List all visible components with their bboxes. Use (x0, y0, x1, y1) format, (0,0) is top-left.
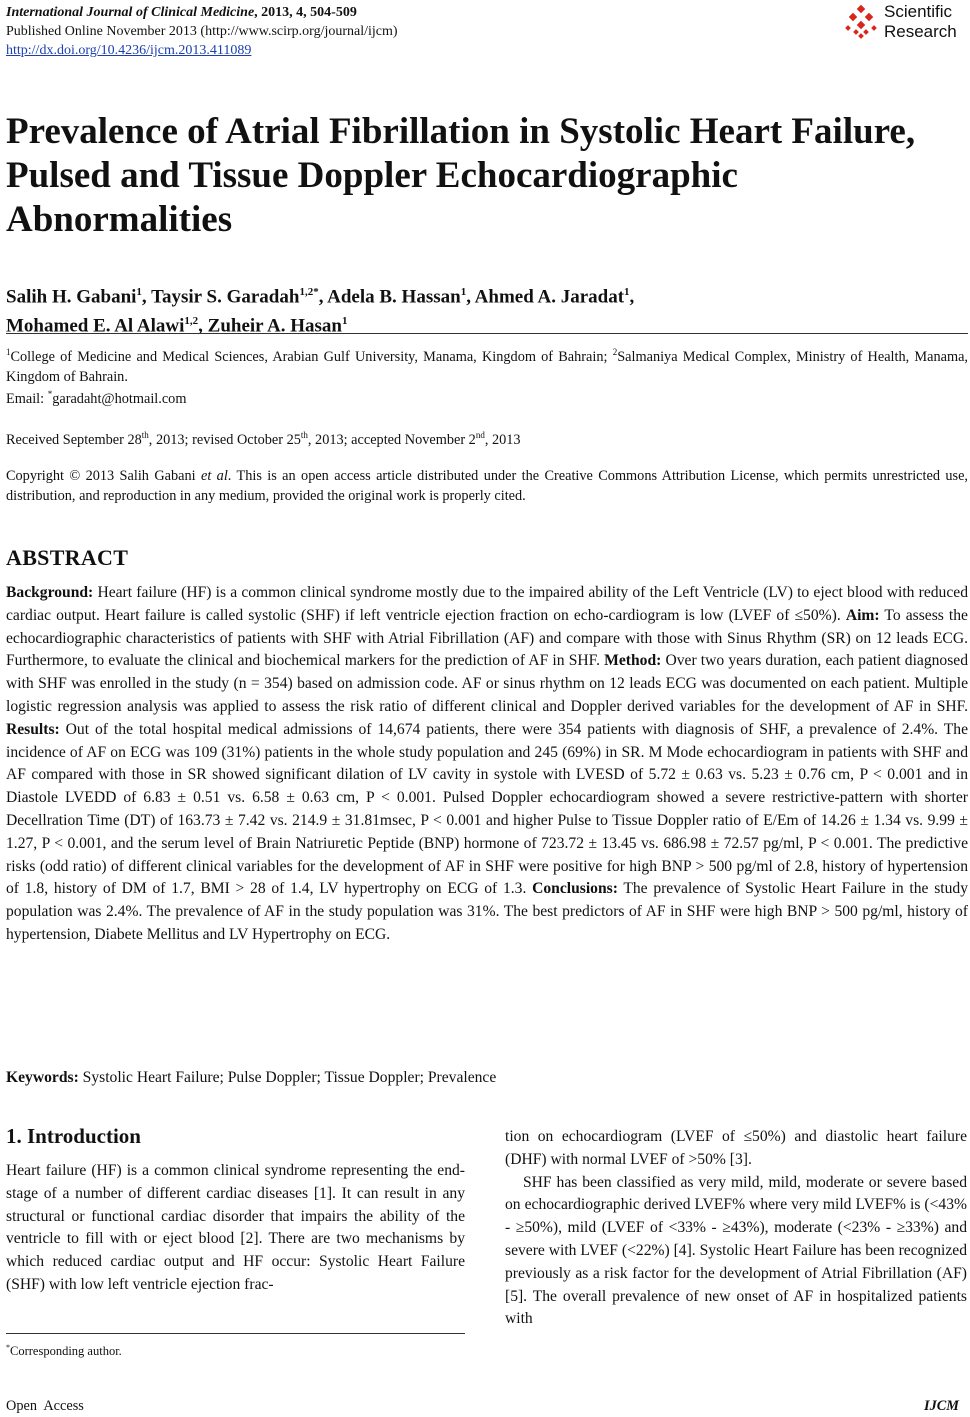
scientific-research-logo-icon (844, 4, 880, 40)
email-label: Email: (6, 390, 48, 407)
abstract-heading: ABSTRACT (6, 545, 129, 570)
email-address[interactable]: garadaht@hotmail.com (52, 390, 187, 407)
journal-header (6, 3, 398, 60)
email-line (6, 384, 968, 409)
author-list (6, 280, 966, 339)
author-affiliation-mark: 1 (624, 286, 630, 298)
body-paragraph: tion on echocardiogram (LVEF of ≤50%) and diastolic heart failure (DHF) with normal LVEF of >50% [3]. (505, 1128, 967, 1168)
journal-volume: , 2013, 4, 504-509 (254, 5, 357, 20)
abstract-body (6, 582, 968, 947)
affiliation-text: Salmaniya Medical Complex, Ministry of Health, Manama, Kingdom of Bahrain. (6, 348, 968, 385)
author-name: , Zuheir A. Hasan (198, 315, 342, 337)
footer-journal-abbrev: IJCM (924, 1398, 959, 1414)
author-affiliation-mark: 1,2 (184, 315, 199, 328)
abstract-label-aim: Aim: (845, 606, 880, 624)
date-suffix: th (141, 430, 149, 440)
keywords-label: Keywords: (6, 1069, 79, 1086)
body-column-left (6, 1160, 465, 1297)
body-paragraph: SHF has been classified as very mild, mild, moderate or severe based on echocardiographic derived LVEF% where very mild LVEF% is (<43% - ≥50%), mild (LVEF of <33% - ≥43%), moderate (<23% - ≥33%) and severe with LVEF (<22%) [4]. Systolic Heart Failure has been recognized previously as a risk factor for the development of Atrial Fibrillation (AF) [5]. The overall prevalence of new onset of AF in hospitalized patients with (505, 1173, 967, 1328)
abstract-label-method: Method: (604, 652, 662, 670)
article-dates (6, 425, 968, 450)
abstract-text: Over two years duration, each patient diagnosed with SHF was enrolled in the study (n = 354) based on admission code. AF or sinus rhythm on 12 leads ECG was documented on each patient. Multiple logistic regression analysis was applied to assess the risk ratio of different clinical and Doppler derived variables for the development of AF in SHF. (6, 652, 968, 715)
abstract-text: Heart failure (HF) is a common clinical syndrome mostly due to the impaired ability of the Left Ventricle (LV) to eject blood with reduced cardiac output. Heart failure is called systolic (SHF) if left ventricle ejection fraction on echo-cardiogram is low (LVEF of ≤50%). (6, 584, 968, 624)
logo-text-line2: Research (884, 22, 957, 41)
accepted-date: , 2013; accepted November 2 (307, 431, 476, 448)
footer-open-access: Open Access (6, 1398, 84, 1414)
author-name: Salih H. Gabani (6, 286, 137, 308)
journal-name: International Journal of Clinical Medicine (6, 5, 255, 20)
abstract-text: Out of the total hospital medical admissions of 14,674 patients, there were 354 patients with diagnosis of SHF, a prevalence of 2.4%. The incidence of AF on ECG was 109 (31%) patients in the whole study population and 245 (69%) in SR. M Mode echocardiogram in patients with SHF and AF compared with those in SR showed significant dilation of LV cavity in systole with LVESD of 5.72 ± 0.63 vs. 5.23 ± 0.76 cm, P < 0.001 and in Diastole LVEDD of 6.83 ± 0.51 vs. 6.58 ± 0.63 cm, P < 0.001. Pulsed Doppler echocardiogram showed a severe restrictive-pattern with shorter Decellration Time (DT) of 163.73 ± 7.42 vs. 214.9 ± 31.81msec, P < 0.001 and higher Pulse to Tissue Doppler ratio of E/Em of 14.26 ± 1.34 vs. 9.99 ± 1.27, P < 0.001, and the serum level of Brain Natriuretic Peptide (BNP) hormone of 723.72 ± 13.45 vs. 686.98 ± 72.57 pg/ml, P < 0.001. The predictive risks (odd ratio) of different clinical variables for the development of AF in SHF were positive for high BNP > 500 pg/ml of 2.8, history of hypertension of 1.8, history of DM of 1.7, BMI > 28 of 1.4, LV hypertrophy on ECG of 1.3. (6, 720, 968, 898)
section-heading: 1. Introduction (6, 1124, 141, 1148)
copyright-etal: et al (200, 468, 228, 484)
abstract-label-background: Background: (6, 584, 94, 601)
doi-link[interactable]: http://dx.doi.org/10.4236/ijcm.2013.411089 (6, 43, 252, 58)
body-paragraph: Heart failure (HF) is a common clinical syndrome representing the end-stage of a number of different cardiac diseases [1]. It can result in any structural or functional cardiac disorder that impairs the ability of the ventricle to fill with or eject blood [2]. There are two mechanisms by which reduced cardiac output and HF occur: Systolic Heart Failure (SHF) with low left ventricle ejection frac- (6, 1162, 465, 1293)
email-mark: * (47, 389, 53, 399)
date-suffix: th (300, 430, 308, 440)
received-date: Received September 28 (6, 431, 142, 448)
abstract-text: To assess the echocardiographic characteristics of patients with SHF with Atrial Fibrillation (AF) and compare with those with Sinus Rhythm (SR) on 12 leads ECG. Furthermore, to evaluate the clinical and biochemical markers for the prediction of AF in SHF. (6, 606, 968, 670)
footnote-text: Corresponding author. (10, 1344, 122, 1359)
date-suffix: nd (475, 430, 485, 440)
author-name: , Ahmed A. Jaradat (466, 286, 625, 308)
author-name: , Taysir S. Garadah (141, 286, 300, 308)
logo-text-line1: Scientific (884, 2, 953, 21)
revised-date: , 2013; revised October 25 (148, 431, 301, 448)
body-column-right (505, 1126, 967, 1331)
footnote-divider (6, 1333, 465, 1334)
affiliation-mark: 1 (6, 347, 11, 357)
copyright-text: Copyright © 2013 Salih Gabani (6, 468, 201, 484)
abstract-label-conclusions: Conclusions: (532, 880, 618, 898)
accepted-year: , 2013 (484, 431, 521, 448)
keywords-text: Systolic Heart Failure; Pulse Doppler; Tissue Doppler; Prevalence (78, 1069, 497, 1086)
author-name: , Adela B. Hassan (318, 286, 461, 308)
copyright-notice (6, 466, 968, 506)
copyright-text: . This is an open access article distributed under the Creative Commons Attribution License, which permits unrestricted use, distribution, and reproduction in any medium, provided the original work is properly cited. (6, 468, 968, 504)
author-separator: , (629, 286, 635, 308)
paper-title: Prevalence of Atrial Fibrillation in Systolic Heart Failure, Pulsed and Tissue Doppler Echocardiographic Abnormalities (6, 111, 916, 240)
footnote (6, 1339, 122, 1360)
author-affiliation-mark: 1 (341, 315, 348, 328)
footnote-mark: * (6, 1343, 10, 1352)
abstract-text: The prevalence of Systolic Heart Failure in the study population was 2.4%. The prevalence of AF in the study population was 31%. The best predictors of AF in SHF were high BNP > 500 pg/ml, history of hypertension, Diabete Mellitus and LV Hypertrophy on ECG. (6, 880, 968, 943)
abstract-label-results: Results: (6, 720, 60, 738)
affiliation-text: College of Medicine and Medical Sciences, Arabian Gulf University, Manama, Kingdom of Bahrain; (10, 348, 613, 365)
author-name: Mohamed E. Al Alawi (6, 315, 185, 337)
publisher-logo (844, 2, 966, 42)
author-affiliation-mark: 1,2* (299, 286, 319, 298)
affiliation-mark: 2 (612, 347, 618, 357)
author-affiliation-mark: 1 (460, 286, 467, 298)
journal-citation (6, 3, 398, 22)
divider (6, 333, 968, 334)
affiliations (6, 342, 968, 387)
author-affiliation-mark: 1 (136, 286, 142, 298)
keywords (6, 1067, 968, 1089)
published-online: Published Online November 2013 (http://www.scirp.org/journal/ijcm) (6, 24, 398, 39)
